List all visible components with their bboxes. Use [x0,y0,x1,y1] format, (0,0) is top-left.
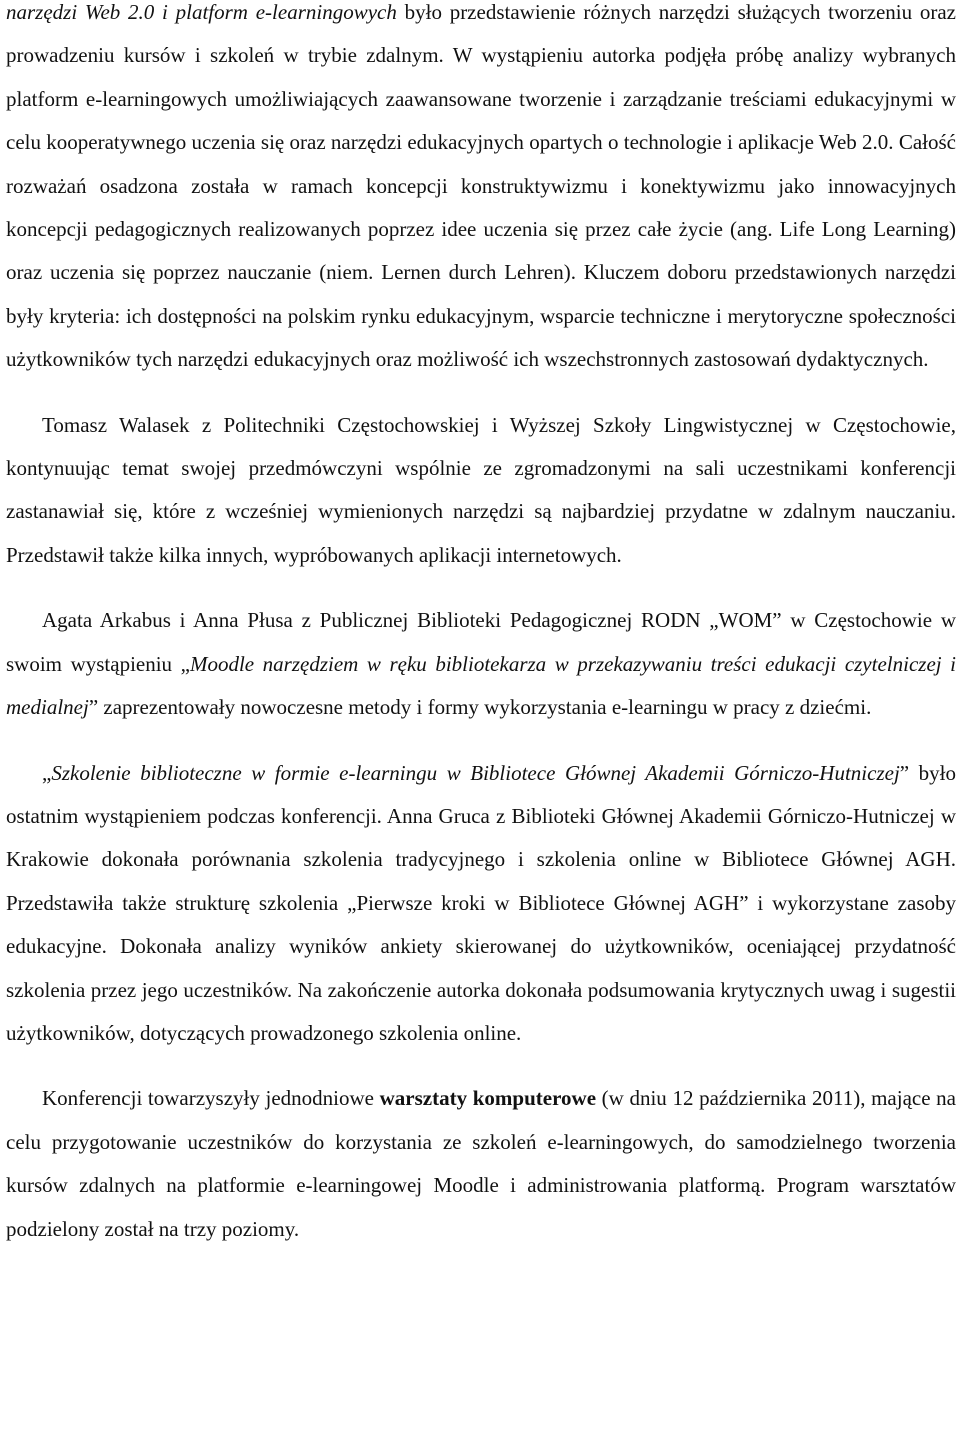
paragraph-5 [6,1077,956,1251]
paragraph-4-body: ” było ostatnim wystąpieniem podczas konferencji. Anna Gruca z Biblioteki Głównej Akademii Górniczo-Hutniczej w Krakowie dokonała porównania szkolenia tradycyjnego i szkolenia online w Bibliotece Głównej AGH. Przedstawiła także strukturę szkolenia „Pierwsze kroki w Bibliotece Głównej AGH” i wykorzystane zasoby edukacyjne. Dokonała analizy wyników ankiety skierowanej do użytkowników, oceniającej przydatność szkolenia przez jego uczestników. Na zakończenie autorka dokonała podsumowania krytycznych uwag i sugestii użytkowników, dotyczących prowadzonego szkolenia online. [6,760,957,1045]
paragraph-4-title-italic: Szkolenie biblioteczne w formie e-learningu w Bibliotece Głównej Akademii Górniczo-Hutniczej [51,760,900,785]
paragraph-3-title-italic: Moodle narzędziem w ręku bibliotekarza w przekazywaniu treści edukacji czytelniczej i medialnej [6,651,956,720]
paragraph-4 [6,752,956,1056]
document-page [6,0,956,1251]
paragraph-5-intro: Konferencji towarzyszyły jednodniowe [42,1086,380,1111]
paragraph-1 [6,0,956,382]
paragraph-5-body: (w dniu 12 października 2011), mające na celu przygotowanie uczestników do korzystania ze szkoleń e-learningowych, do samodzielnego tworzenia kursów zdalnych na platformie e-learningowej Moodle i administrowania platformą. Program warsztatów podzielony został na trzy poziomy. [6,1086,956,1241]
paragraph-2-body: Tomasz Walasek z Politechniki Częstochowskiej i Wyższej Szkoły Lingwistycznej w Częstochowie, kontynuując temat swojej przedmówczyni wspólnie ze zgromadzonymi na sali uczestnikami konferencji zastanawiał się, które z wcześniej wymienionych narzędzi są najbardziej przydatne w zdalnym nauczaniu. Przedstawił także kilka innych, wypróbowanych aplikacji internetowych. [6,412,956,567]
paragraph-3 [6,599,956,729]
paragraph-4-open-quote: „ [42,760,52,785]
paragraph-2 [6,404,956,578]
paragraph-1-title-italic: narzędzi Web 2.0 i platform e-learningowych [6,0,397,24]
paragraph-3-body: ” zaprezentowały nowoczesne metody i formy wykorzystania e-learningu w pracy z dziećmi. [88,695,872,720]
paragraph-3-intro: Agata Arkabus i Anna Płusa z Publicznej Biblioteki Pedagogicznej RODN „WOM” w Częstochowie w swoim wystąpieniu „ [6,608,956,676]
paragraph-1-body: było przedstawienie różnych narzędzi służących tworzeniu oraz prowadzeniu kursów i szkoleń w trybie zdalnym. W wystąpieniu autorka podjęła próbę analizy wybranych platform e-learningowych umożliwiających zaawansowane tworzenie i zarządzanie treściami edukacyjnymi w celu kooperatywnego uczenia się oraz narzędzi edukacyjnych opartych o technologie i aplikacje Web 2.0. Całość rozważań osadzona została w ramach koncepcji konstruktywizmu i konektywizmu jako innowacyjnych koncepcji pedagogicznych realizowanych poprzez idee uczenia się przez całe życie (ang. Life Long Learning) oraz uczenia się poprzez nauczanie (niem. Lernen durch Lehren). Kluczem doboru przedstawionych narzędzi były kryteria: ich dostępności na polskim rynku edukacyjnym, wsparcie techniczne i merytoryczne społeczności użytkowników tych narzędzi edukacyjnych oraz możliwość ich wszechstronnych zastosowań dydaktycznych. [6,0,957,372]
paragraph-5-bold-term: warsztaty komputerowe [379,1086,597,1111]
